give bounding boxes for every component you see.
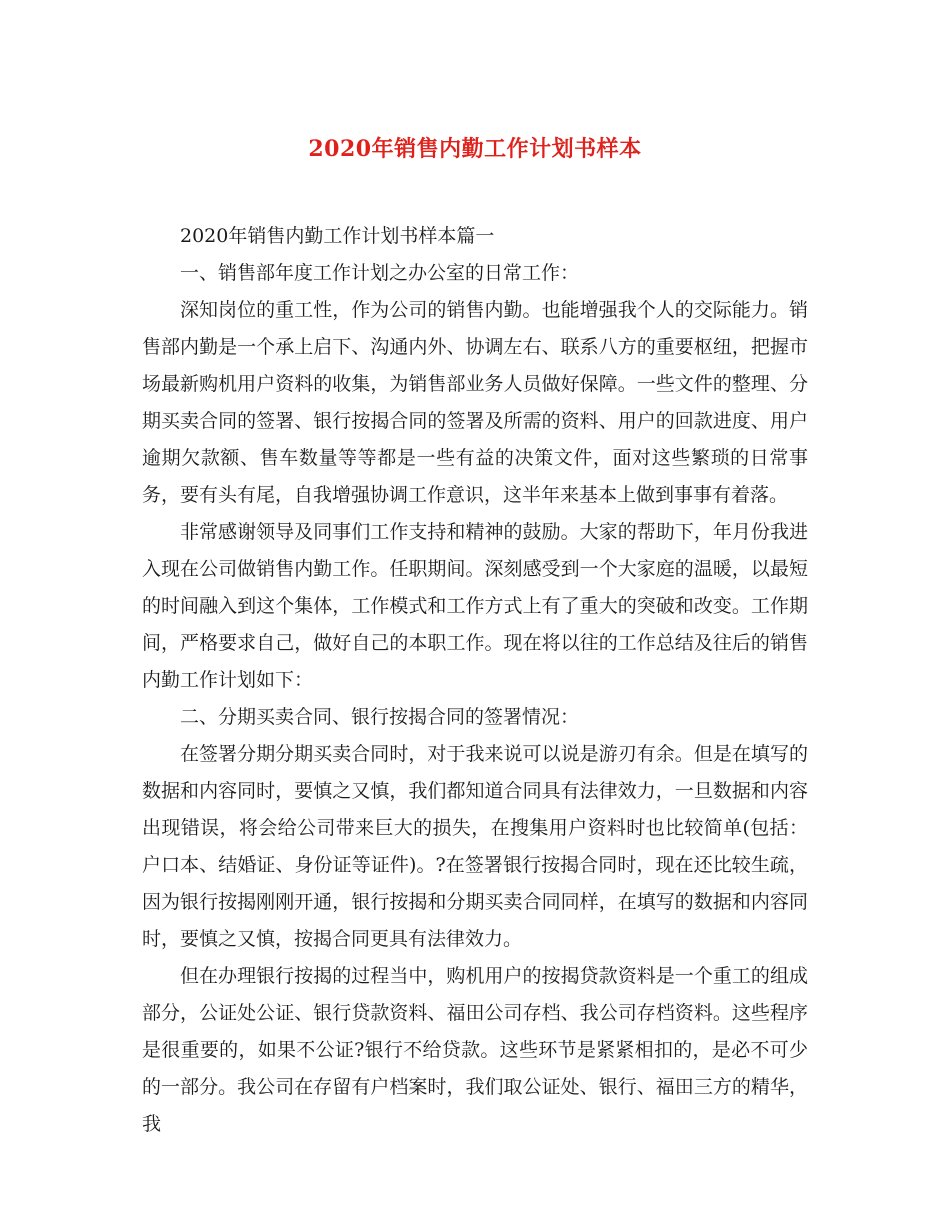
paragraph: 在签署分期分期买卖合同时，对于我来说可以说是游刃有余。但是在填写的数据和内容同时，要慎之又慎，我们都知道合同具有法律效力，一旦数据和内容出现错误，将会给公司带来巨大的损失，在搜集用户资料时也比较简单(包括：户口本、结婚证、身份证等证件)。?在签署银行按揭合同时，现在还比较生疏，因为银行按揭刚刚开通，银行按揭和分期买卖合同同样，在填写的数据和内容同时，要慎之又慎，按揭合同更具有法律效力。 [142, 743, 808, 950]
document-body [142, 218, 808, 1143]
document-title: 2020年销售内勤工作计划书样本 [308, 136, 642, 162]
section-heading-1: 一、销售部年度工作计划之办公室的日常工作： [180, 262, 580, 284]
paragraph-heading: 2020年销售内勤工作计划书样本篇一 [180, 225, 495, 247]
paragraph: 但在办理银行按揭的过程当中，购机用户的按揭贷款资料是一个重工的组成部分，公证处公证、银行贷款资料、福田公司存档、我公司存档资料。这些程序是很重要的，如果不公证?银行不给贷款。这些环节是紧紧相扣的，是必不可少的一部分。我公司在存留有户档案时，我们取公证处、银行、福田三方的精华，我 [142, 965, 808, 1135]
section-heading-2: 二、分期买卖合同、银行按揭合同的签署情况： [180, 706, 580, 728]
paragraph: 深知岗位的重工性，作为公司的销售内勤。也能增强我个人的交际能力。销售部内勤是一个承上启下、沟通内外、协调左右、联系八方的重要枢纽，把握市场最新购机用户资料的收集，为销售部业务人员做好保障。一些文件的整理、分期买卖合同的签署、银行按揭合同的签署及所需的资料、用户的回款进度、用户逾期欠款额、售车数量等等都是一些有益的决策文件，面对这些繁琐的日常事务，要有头有尾，自我增强协调工作意识，这半年来基本上做到事事有着落。 [142, 299, 808, 506]
paragraph: 非常感谢领导及同事们工作支持和精神的鼓励。大家的帮助下，年月份我进入现在公司做销售内勤工作。任职期间。深刻感受到一个大家庭的温暖，以最短的时间融入到这个集体，工作模式和工作方式上有了重大的突破和改变。工作期间，严格要求自己，做好自己的本职工作。现在将以往的工作总结及往后的销售内勤工作计划如下： [142, 521, 808, 691]
